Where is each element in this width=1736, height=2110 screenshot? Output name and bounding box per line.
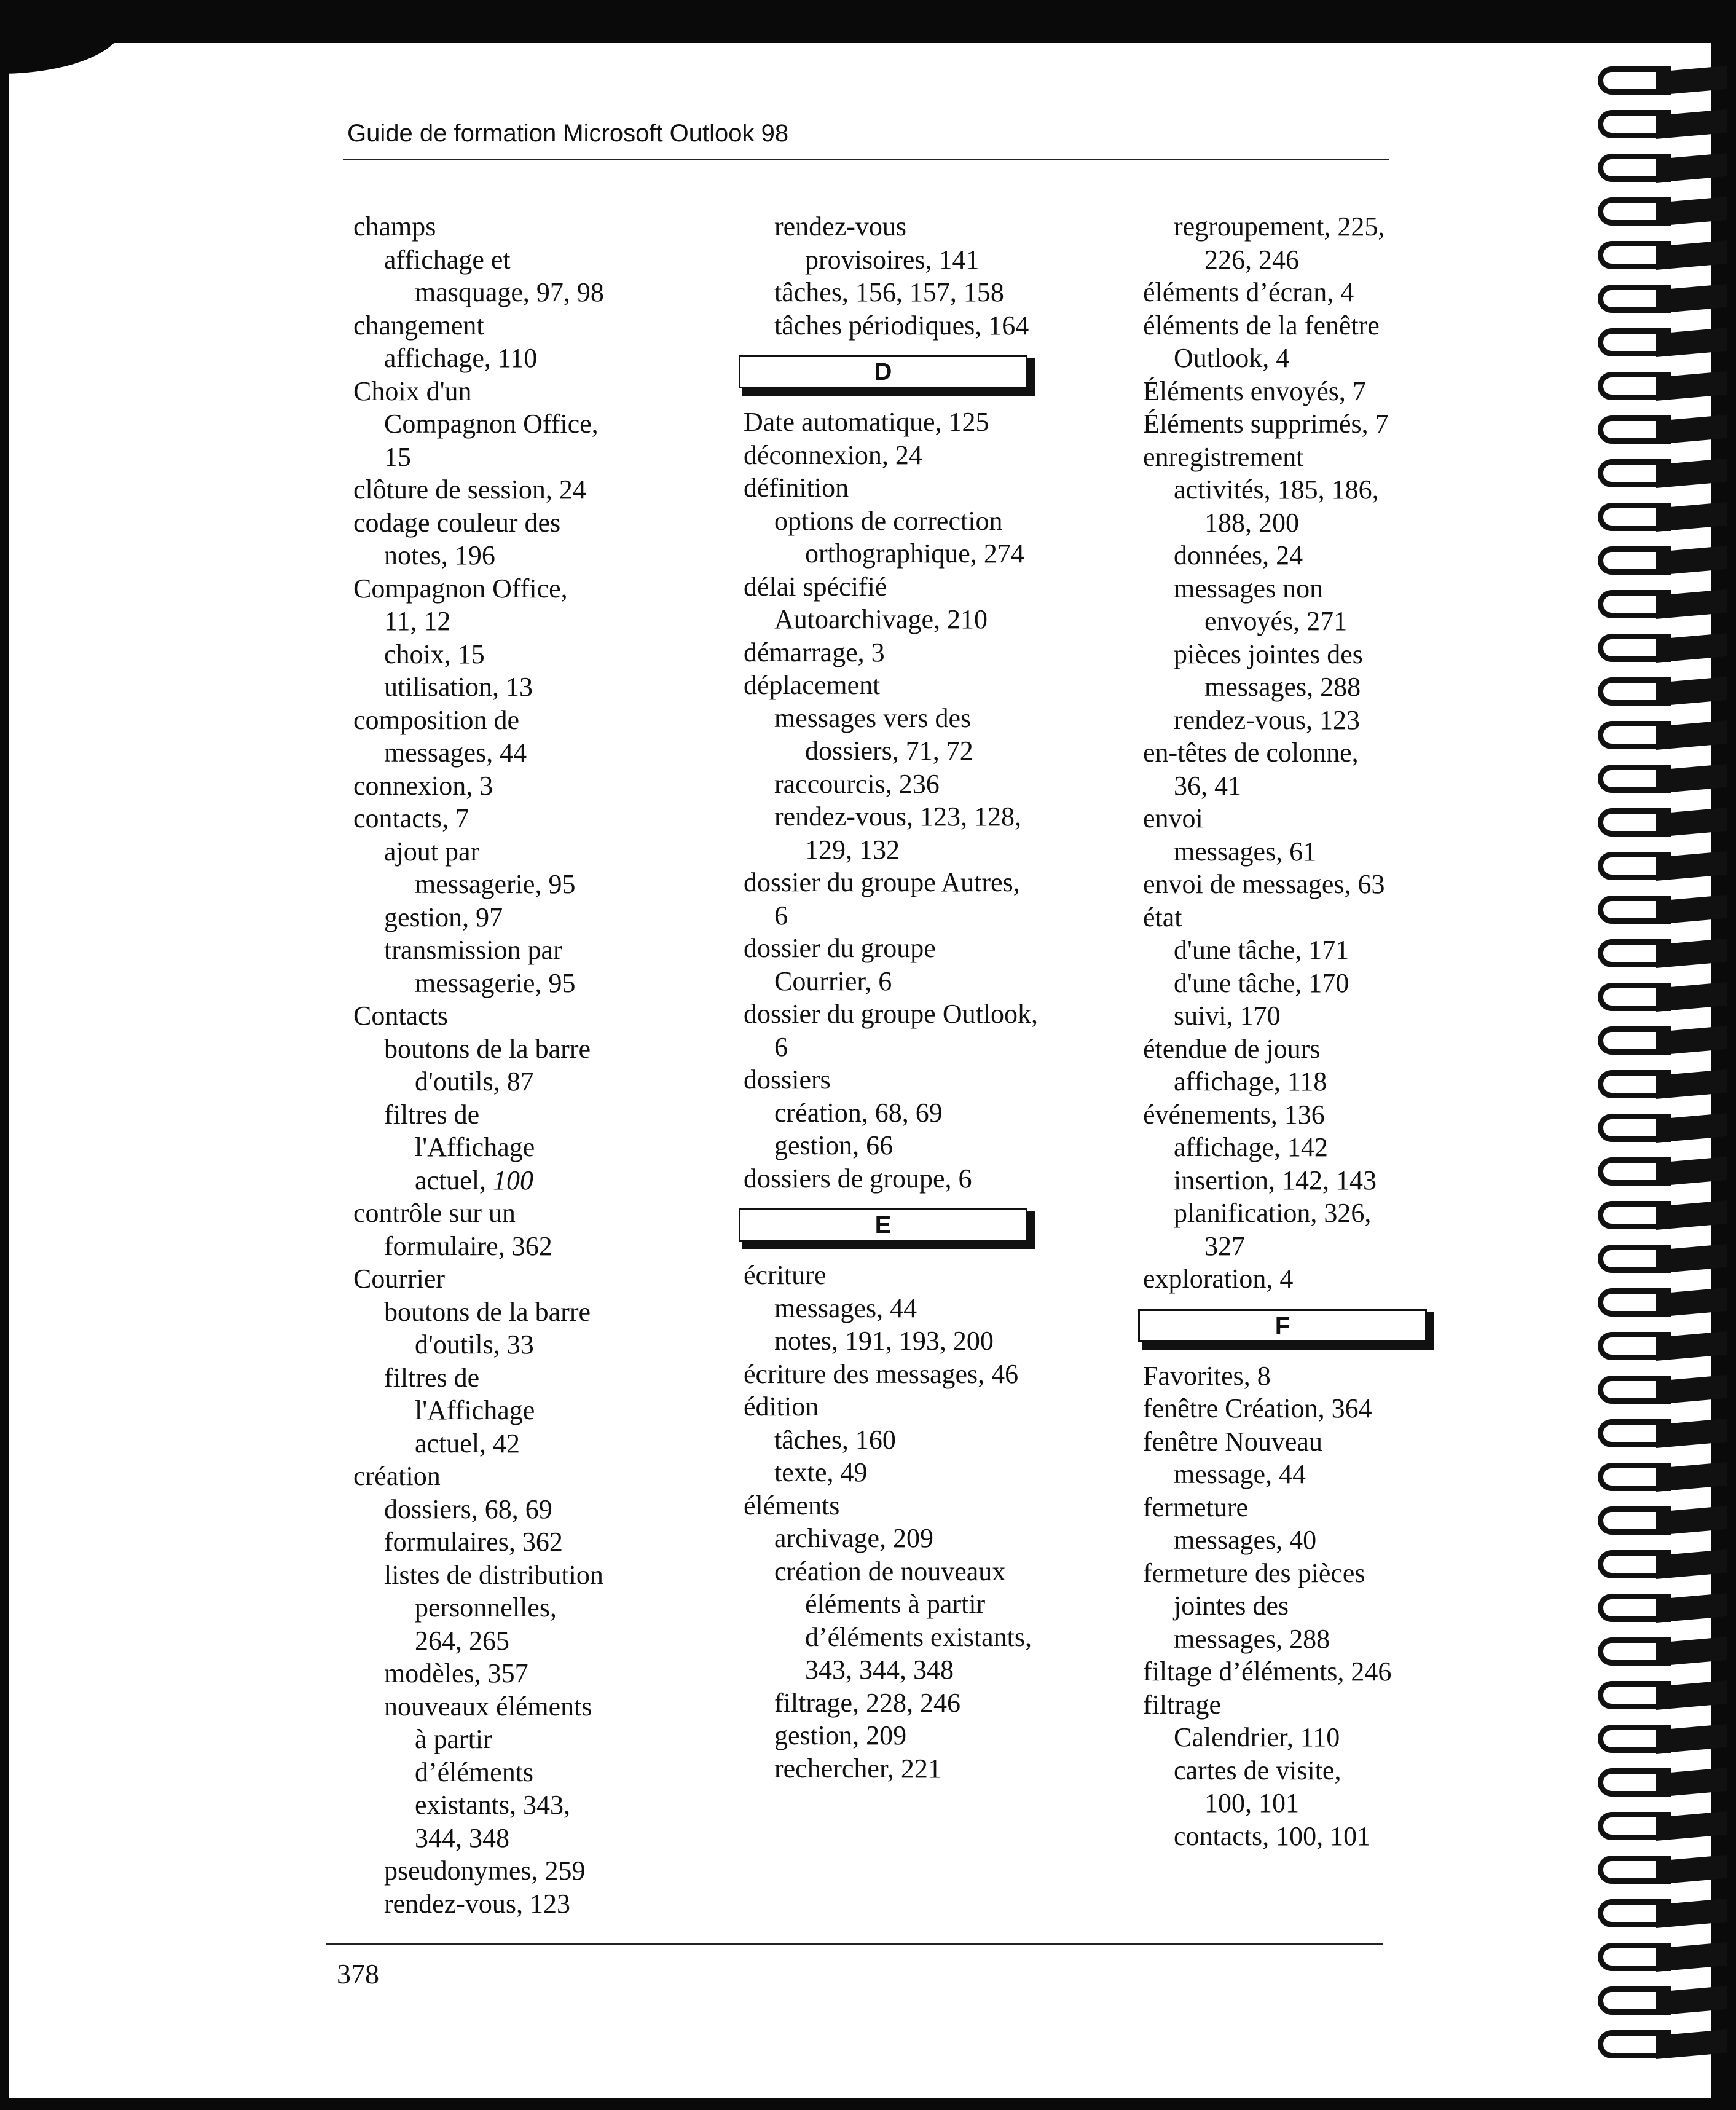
index-entry: création xyxy=(353,1461,441,1491)
index-entry: éléments à partir xyxy=(805,1589,986,1619)
index-entry: exploration, 4 xyxy=(1143,1264,1294,1294)
index-entry: déplacement xyxy=(744,670,881,700)
index-entry: notes, 191, 193, 200 xyxy=(774,1326,994,1356)
binding-ring xyxy=(1598,585,1727,626)
index-entry: 15 xyxy=(384,441,411,472)
index-entry: Autoarchivage, 210 xyxy=(774,604,988,634)
page-number: 378 xyxy=(337,1958,379,1990)
index-entry: rendez-vous, 123 xyxy=(1174,704,1361,735)
index-column-3 xyxy=(1143,210,1438,1852)
index-entry: boutons de la barre xyxy=(384,1296,591,1327)
index-entry: Compagnon Office, xyxy=(384,409,599,439)
index-entry: filtres de xyxy=(384,1362,480,1393)
index-entry: messages vers des xyxy=(774,703,972,733)
binding-ring xyxy=(1598,1152,1727,1193)
index-entry: raccourcis, 236 xyxy=(774,768,940,799)
index-entry: 344, 348 xyxy=(415,1822,509,1853)
index-entry: affichage, 118 xyxy=(1174,1066,1327,1096)
binding-ring xyxy=(1598,1676,1727,1717)
index-entry: listes de distribution xyxy=(384,1559,603,1590)
binding-ring xyxy=(1598,716,1727,757)
index-entry: orthographique, 274 xyxy=(805,538,1024,569)
index-entry: 343, 344, 348 xyxy=(805,1655,954,1685)
binding-ring xyxy=(1598,803,1727,844)
index-entry: Calendrier, 110 xyxy=(1174,1722,1340,1752)
index-entry: messages, 44 xyxy=(384,738,527,768)
index-entry: dossiers, 71, 72 xyxy=(805,736,973,766)
index-entry: d’éléments xyxy=(415,1757,534,1787)
index-entry: notes, 196 xyxy=(384,540,495,570)
index-entry: 327 xyxy=(1204,1230,1245,1261)
binding-ring xyxy=(1598,498,1727,538)
index-entry: tâches périodiques, 164 xyxy=(774,310,1029,341)
section-letter: E xyxy=(874,1211,892,1238)
scan-border-left xyxy=(0,0,9,2110)
scan-border-bottom xyxy=(0,2098,1736,2110)
index-entry: dossier du groupe Autres, xyxy=(744,867,1020,897)
index-entry: rendez-vous, 123, 128, xyxy=(774,801,1022,832)
index-entry: édition xyxy=(744,1392,819,1422)
binding-ring xyxy=(1598,1240,1727,1280)
index-entry: éléments xyxy=(744,1490,840,1521)
index-entry: 11, 12 xyxy=(384,606,451,636)
index-entry: 6 xyxy=(774,1031,788,1062)
binding-ring xyxy=(1598,1371,1727,1411)
index-entry: jointes des xyxy=(1174,1591,1289,1621)
binding-ring xyxy=(1598,1894,1727,1935)
binding-ring xyxy=(1598,672,1727,713)
index-entry: existants, 343, xyxy=(415,1790,570,1820)
index-entry: affichage et xyxy=(384,244,511,275)
index-entry: déconnexion, 24 xyxy=(744,439,922,470)
index-entry: tâches, 156, 157, 158 xyxy=(774,277,1004,307)
index-entry: messages, 40 xyxy=(1174,1525,1317,1555)
binding-ring xyxy=(1598,411,1727,451)
index-entry: l'Affichage xyxy=(415,1132,535,1162)
index-entry: messages, 44 xyxy=(774,1293,917,1323)
index-entry: 36, 41 xyxy=(1174,770,1241,801)
index-entry: options de correction xyxy=(774,505,1003,536)
section-letter-box xyxy=(739,1208,1039,1250)
index-entry: Éléments supprimés, 7 xyxy=(1143,409,1389,439)
index-entry: ajout par xyxy=(384,836,480,867)
index-entry: gestion, 97 xyxy=(384,902,503,932)
index-entry: provisoires, 141 xyxy=(805,244,980,275)
index-entry: contacts, 7 xyxy=(353,803,469,833)
index-entry: filtres de xyxy=(384,1099,480,1130)
binding-ring xyxy=(1598,1414,1727,1455)
index-entry: contacts, 100, 101 xyxy=(1174,1821,1371,1851)
index-entry: filtage d’éléments, 246 xyxy=(1143,1656,1392,1687)
binding-ring xyxy=(1598,323,1727,364)
index-entry: Courrier xyxy=(353,1264,446,1294)
index-entry: fermeture des pièces xyxy=(1143,1557,1365,1588)
binding-ring xyxy=(1598,541,1727,582)
index-entry: actuel, 42 xyxy=(415,1428,520,1458)
index-entry: masquage, 97, 98 xyxy=(415,277,604,307)
index-entry: étendue de jours xyxy=(1143,1033,1321,1064)
binding-ring xyxy=(1598,1589,1727,1629)
index-entry: regroupement, 225, xyxy=(1174,211,1385,242)
binding-ring xyxy=(1598,1851,1727,1891)
index-entry: message, 44 xyxy=(1174,1459,1306,1489)
section-letter-box xyxy=(739,355,1039,397)
binding-ring xyxy=(1598,2025,1727,2066)
index-entry: formulaires, 362 xyxy=(384,1527,563,1557)
index-entry: Courrier, 6 xyxy=(774,966,892,996)
index-entry: actuel, 100 xyxy=(415,1165,534,1195)
binding-ring xyxy=(1598,934,1727,975)
binding-ring xyxy=(1598,1065,1727,1106)
index-entry: nouveaux éléments xyxy=(384,1691,592,1722)
binding-ring xyxy=(1598,149,1727,189)
index-entry: connexion, 3 xyxy=(353,770,493,801)
index-entry: rechercher, 221 xyxy=(774,1753,941,1784)
index-column-2 xyxy=(744,210,1039,1785)
index-entry: boutons de la barre xyxy=(384,1033,591,1064)
index-entry: Choix d'un xyxy=(353,376,472,406)
index-entry: personnelles, xyxy=(415,1592,557,1623)
binding-ring xyxy=(1598,1283,1727,1324)
binding-ring xyxy=(1598,61,1727,102)
index-entry: d'une tâche, 170 xyxy=(1174,967,1349,998)
index-entry: envoi xyxy=(1143,803,1203,833)
index-entry: définition xyxy=(744,473,849,503)
index-entry: démarrage, 3 xyxy=(744,637,885,667)
index-entry: archivage, 209 xyxy=(774,1523,933,1553)
index-entry: d'outils, 87 xyxy=(415,1066,534,1096)
binding-ring xyxy=(1598,978,1727,1018)
index-entry: pièces jointes des xyxy=(1174,639,1363,669)
index-entry: messages, 288 xyxy=(1204,672,1361,702)
scan-border-corner xyxy=(0,25,123,74)
binding-ring xyxy=(1598,1458,1727,1498)
binding-ring xyxy=(1598,891,1727,931)
binding-ring xyxy=(1598,1720,1727,1760)
binding-ring xyxy=(1598,847,1727,888)
index-entry: utilisation, 13 xyxy=(384,672,533,702)
index-entry: délai spécifié xyxy=(744,571,887,602)
binding-ring xyxy=(1598,1502,1727,1542)
binding-ring xyxy=(1598,1545,1727,1586)
header-rule xyxy=(343,159,1389,160)
spiral-binding xyxy=(1598,61,1727,2077)
index-entry: filtrage xyxy=(1143,1689,1222,1720)
index-entry: 188, 200 xyxy=(1204,507,1299,538)
binding-ring xyxy=(1598,454,1727,495)
index-entry: Date automatique, 125 xyxy=(744,407,989,437)
index-entry: éléments de la fenêtre xyxy=(1143,310,1380,341)
index-entry: gestion, 66 xyxy=(774,1130,894,1160)
index-entry: envoyés, 271 xyxy=(1204,606,1348,636)
index-entry: affichage, 142 xyxy=(1174,1132,1328,1162)
binding-ring xyxy=(1598,367,1727,407)
index-entry: l'Affichage xyxy=(415,1395,535,1425)
binding-ring xyxy=(1598,1982,1727,2022)
index-entry: d'une tâche, 171 xyxy=(1174,935,1349,965)
index-entry: texte, 49 xyxy=(774,1457,868,1487)
index-entry: codage couleur des xyxy=(353,507,561,538)
index-entry: cartes de visite, xyxy=(1174,1755,1341,1785)
index-entry: composition de xyxy=(353,704,520,735)
index-entry: en-têtes de colonne, xyxy=(1143,738,1359,768)
index-entry: Éléments envoyés, 7 xyxy=(1143,376,1366,406)
index-entry: éléments d’écran, 4 xyxy=(1143,277,1354,307)
binding-ring xyxy=(1598,1807,1727,1848)
index-entry: messagerie, 95 xyxy=(415,869,576,899)
footer-rule xyxy=(326,1943,1383,1945)
index-entry: dossiers xyxy=(744,1065,831,1095)
index-entry: choix, 15 xyxy=(384,639,485,669)
index-column-1 xyxy=(353,210,604,1920)
index-entry: événements, 136 xyxy=(1143,1099,1325,1130)
index-entry: formulaire, 362 xyxy=(384,1230,552,1261)
index-entry: rendez-vous, 123 xyxy=(384,1888,571,1919)
index-entry: état xyxy=(1143,902,1182,932)
index-entry: Contacts xyxy=(353,1001,448,1031)
index-entry: écriture xyxy=(744,1260,827,1290)
index-entry: changement xyxy=(353,310,484,341)
index-entry: gestion, 209 xyxy=(774,1720,907,1750)
index-entry: affichage, 110 xyxy=(384,343,538,373)
index-entry: planification, 326, xyxy=(1174,1198,1372,1228)
binding-ring xyxy=(1598,1327,1727,1368)
index-entry: à partir xyxy=(415,1724,492,1754)
binding-ring xyxy=(1598,1938,1727,1978)
index-entry: fenêtre Nouveau xyxy=(1143,1426,1322,1457)
index-entry: 100, 101 xyxy=(1204,1788,1299,1818)
index-entry: messages, 288 xyxy=(1174,1623,1330,1654)
index-entry: envoi de messages, 63 xyxy=(1143,869,1385,899)
binding-ring xyxy=(1598,105,1727,146)
index-entry: suivi, 170 xyxy=(1174,1001,1281,1031)
index-entry: messages non xyxy=(1174,573,1324,604)
index-entry: modèles, 357 xyxy=(384,1658,528,1688)
scan-border-top xyxy=(0,0,1736,43)
index-entry: messages, 61 xyxy=(1174,836,1317,867)
index-entry: fenêtre Création, 364 xyxy=(1143,1393,1372,1423)
index-entry: données, 24 xyxy=(1174,540,1303,570)
index-entry: d’éléments existants, xyxy=(805,1621,1032,1652)
binding-ring xyxy=(1598,192,1727,233)
index-entry: 6 xyxy=(774,900,788,931)
index-entry: messagerie, 95 xyxy=(415,967,576,998)
index-entry: fermeture xyxy=(1143,1492,1248,1522)
index-entry: clôture de session, 24 xyxy=(353,474,586,505)
section-letter: D xyxy=(874,358,892,385)
index-entry: 264, 265 xyxy=(415,1625,509,1656)
binding-ring xyxy=(1598,1022,1727,1062)
index-entry: rendez-vous xyxy=(774,211,907,242)
binding-ring xyxy=(1598,629,1727,669)
index-entry: Favorites, 8 xyxy=(1143,1360,1271,1391)
binding-ring xyxy=(1598,280,1727,320)
index-entry: dossier du groupe xyxy=(744,933,936,963)
index-entry: 226, 246 xyxy=(1204,244,1299,275)
binding-ring xyxy=(1598,1109,1727,1149)
index-entry: contrôle sur un xyxy=(353,1198,516,1228)
index-entry: activités, 185, 186, xyxy=(1174,474,1379,505)
binding-ring xyxy=(1598,760,1727,800)
binding-ring xyxy=(1598,1632,1727,1673)
index-entry: enregistrement xyxy=(1143,441,1304,472)
index-entry: 129, 132 xyxy=(805,834,900,865)
binding-ring xyxy=(1598,1763,1727,1804)
index-entry: dossier du groupe Outlook, xyxy=(744,999,1039,1029)
index-entry: Outlook, 4 xyxy=(1174,343,1290,373)
index-entry: écriture des messages, 46 xyxy=(744,1358,1019,1389)
index-entry: insertion, 142, 143 xyxy=(1174,1165,1377,1195)
section-letter: F xyxy=(1275,1312,1290,1339)
index-entry: filtrage, 228, 246 xyxy=(774,1687,961,1718)
binding-ring xyxy=(1598,236,1727,277)
index-entry: Compagnon Office, xyxy=(353,573,568,604)
index-entry: dossiers de groupe, 6 xyxy=(744,1163,972,1194)
index-entry: transmission par xyxy=(384,935,562,965)
section-letter-box xyxy=(1138,1309,1438,1351)
index-entry: d'outils, 33 xyxy=(415,1329,534,1360)
running-header: Guide de formation Microsoft Outlook 98 xyxy=(347,120,789,147)
index-entry: tâches, 160 xyxy=(774,1424,896,1455)
index-entry: champs xyxy=(353,211,436,242)
index-entry: création, 68, 69 xyxy=(774,1097,943,1128)
index-entry: pseudonymes, 259 xyxy=(384,1856,586,1886)
index-entry: création de nouveaux xyxy=(774,1556,1006,1586)
index-entry: dossiers, 68, 69 xyxy=(384,1494,552,1524)
binding-ring xyxy=(1598,1196,1727,1237)
